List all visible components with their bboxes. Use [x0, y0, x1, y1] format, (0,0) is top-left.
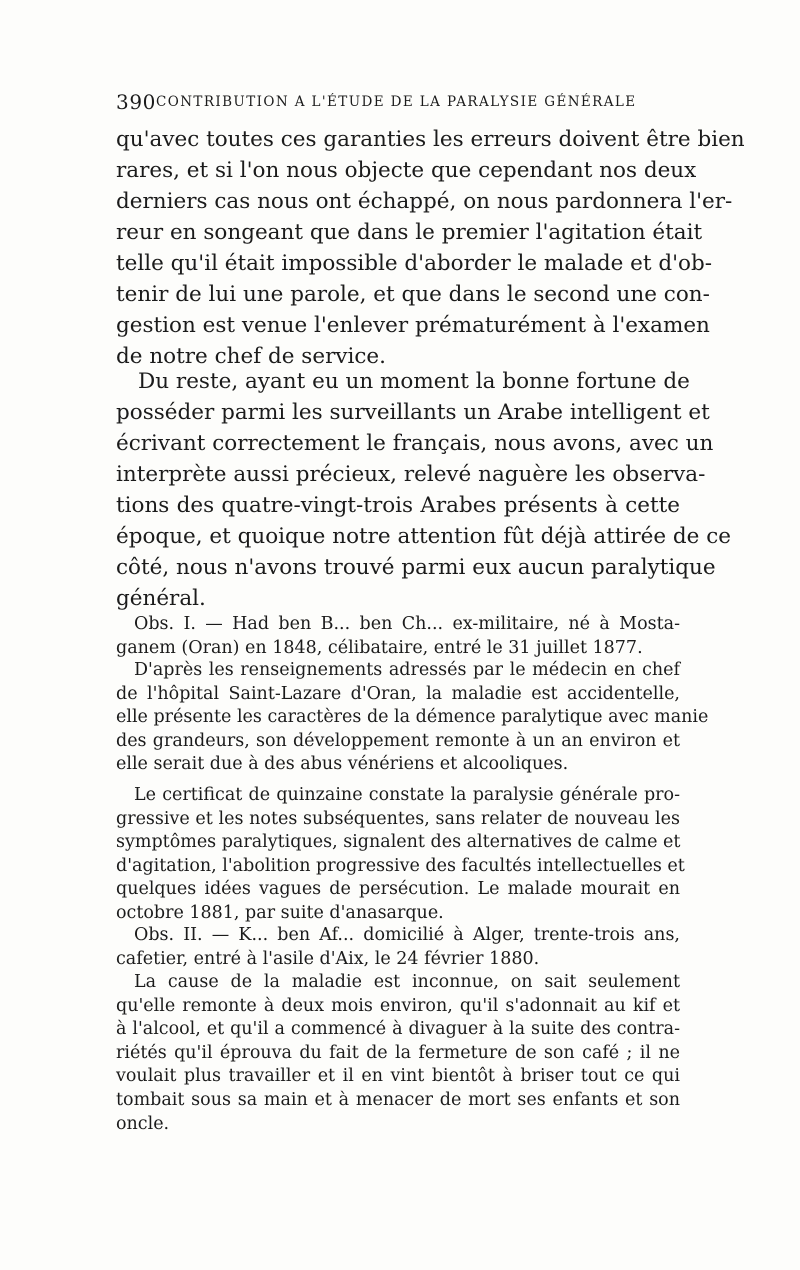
observation-1-paragraph-1 — [116, 659, 709, 777]
text-line: de notre chef de service. — [116, 344, 386, 369]
text-line: rares, et si l'on nous objecte que cependant nos deux — [116, 158, 697, 183]
text-line: reur en songeant que dans le premier l'agitation était — [116, 220, 703, 245]
text-line: voulait plus travailler et il en vint bientôt à briser tout ce qui — [116, 1066, 680, 1087]
text-line: Du reste, ayant eu un moment la bonne fortune de — [138, 369, 690, 394]
text-line: symptômes paralytiques, signalent des alternatives de calme et — [116, 832, 681, 853]
text-line: elle serait due à des abus vénériens et alcooliques. — [116, 754, 569, 775]
text-line: qu'elle remonte à deux mois environ, qu'il s'adonnait au kif et — [116, 995, 680, 1016]
paragraph-1 — [116, 124, 745, 372]
text-line: Le certificat de quinzaine constate la paralysie générale pro- — [134, 785, 680, 805]
page-header — [116, 90, 686, 116]
text-line: à l'alcool, et qu'il a commencé à divaguer à la suite des contra- — [116, 1019, 680, 1040]
text-line: d'agitation, l'abolition progressive des facultés intellectuelles et — [116, 855, 685, 876]
text-line: ganem (Oran) en 1848, célibataire, entré le 31 juillet 1877. — [116, 637, 643, 658]
observation-2-heading — [116, 924, 680, 971]
text-line: quelques idées vagues de persécution. Le malade mourait en — [116, 879, 680, 900]
text-line: qu'avec toutes ces garanties les erreurs doivent être bien — [116, 127, 745, 152]
text-line: des grandeurs, son développement remonte à un an environ et — [116, 730, 680, 751]
text-line: gressive et les notes subséquentes, sans relater de nouveau les — [116, 808, 680, 829]
text-line: riétés qu'il éprouva du fait de la fermeture de son café ; il ne — [116, 1042, 680, 1063]
text-line: côté, nous n'avons trouvé parmi eux aucun paralytique — [116, 555, 716, 580]
text-line: écrivant correctement le français, nous avons, avec un — [116, 431, 714, 456]
observation-1-heading — [116, 613, 680, 660]
paragraph-2 — [116, 366, 732, 614]
text-line: posséder parmi les surveillants un Arabe intelligent et — [116, 400, 710, 425]
running-head: CONTRIBUTION A L'ÉTUDE DE LA PARALYSIE GÉNÉRALE — [156, 94, 637, 110]
text-line: interprète aussi précieux, relevé naguère les observa- — [116, 462, 706, 487]
text-line: La cause de la maladie est inconnue, on sait seulement — [134, 972, 680, 992]
text-line: de l'hôpital Saint-Lazare d'Oran, la maladie est accidentelle, — [116, 683, 680, 704]
text-line: oncle. — [116, 1113, 170, 1134]
text-line: octobre 1881, par suite d'anasarque. — [116, 902, 444, 923]
text-line: tenir de lui une parole, et que dans le second une con- — [116, 282, 710, 307]
text-line: général. — [116, 586, 206, 611]
text-line: elle présente les caractères de la démence paralytique avec manie — [116, 707, 709, 728]
text-line: telle qu'il était impossible d'aborder le malade et d'ob- — [116, 251, 712, 276]
text-line: époque, et quoique notre attention fût déjà attirée de ce — [116, 524, 732, 549]
text-line: derniers cas nous ont échappé, on nous pardonnera l'er- — [116, 189, 733, 214]
text-line: tombait sous sa main et à menacer de mort ses enfants et son — [116, 1089, 680, 1110]
text-line: Obs. I. — Had ben B... ben Ch... ex-militaire, né à Mosta- — [134, 614, 680, 634]
text-line: cafetier, entré à l'asile d'Aix, le 24 février 1880. — [116, 948, 540, 969]
text-line: tions des quatre-vingt-trois Arabes présents à cette — [116, 493, 680, 518]
text-line: D'après les renseignements adressés par le médecin en chef — [134, 660, 680, 680]
page-number: 390 — [116, 90, 156, 114]
text-line: gestion est venue l'enlever prématurément à l'examen — [116, 313, 710, 338]
observation-1-paragraph-2 — [116, 784, 685, 926]
text-line: Obs. II. — K... ben Af... domicilié à Alger, trente-trois ans, — [134, 925, 680, 945]
observation-2-paragraph-1 — [116, 971, 680, 1136]
